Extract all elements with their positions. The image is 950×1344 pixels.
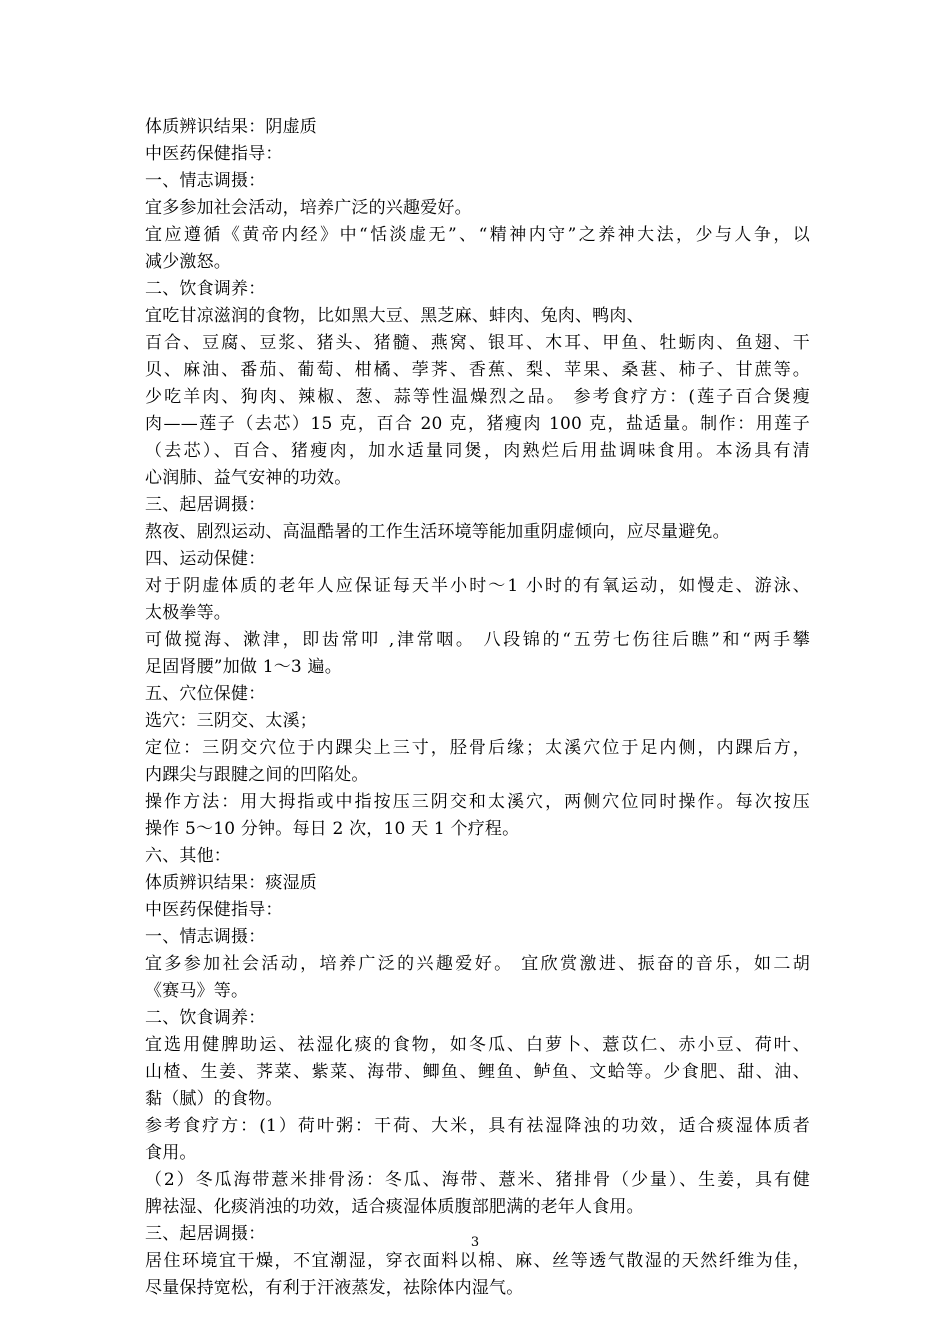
text-line: 中医药保健指导： <box>145 144 283 164</box>
page-number: 3 <box>470 1235 480 1250</box>
text-line: 中医药保健指导： <box>145 900 283 920</box>
text-line: 宜选用健脾助运、祛湿化痰的食物，如冬瓜、白萝卜、薏苡仁、赤小豆、荷叶、 <box>145 1035 810 1055</box>
text-line: 居住环境宜干燥，不宜潮湿，穿衣面料以棉、麻、丝等透气散湿的天然纤维为佳， <box>145 1251 810 1271</box>
text-line: 体质辨识结果：阴虚质 <box>145 117 317 137</box>
text-line: 三、起居调摄： <box>145 1224 266 1244</box>
text-line: 宜多参加社会活动，培养广泛的兴趣爱好。 宜欣赏激进、振奋的音乐，如二胡 <box>145 954 810 974</box>
text-line: 肉——莲子（去芯）15 克，百合 20 克，猪瘦肉 100 克，盐适量。制作：用莲子 <box>145 414 810 434</box>
text-line: 宜应遵循《黄帝内经》中“恬淡虚无”、“精神内守”之养神大法，少与人争，以 <box>145 225 810 245</box>
text-line: 一、情志调摄： <box>145 927 266 947</box>
text-line: 黏（腻）的食物。 <box>145 1089 283 1109</box>
text-line: 尽量保持宽松，有利于汗液蒸发，祛除体内湿气。 <box>145 1278 524 1298</box>
text-line: 六、其他： <box>145 846 231 866</box>
text-line: 熬夜、剧烈运动、高温酷暑的工作生活环境等能加重阴虚倾向，应尽量避免。 <box>145 522 730 542</box>
text-line: 足固肾腰”加做 1～3 遍。 <box>145 657 342 677</box>
text-line: 体质辨识结果：痰湿质 <box>145 873 317 893</box>
text-line: 《赛马》等。 <box>145 981 249 1001</box>
text-line: 参考食疗方：(1）荷叶粥：干荷、大米，具有祛湿降浊的功效，适合痰湿体质者 <box>145 1116 810 1136</box>
text-line: （2）冬瓜海带薏米排骨汤：冬瓜、海带、薏米、猪排骨（少量）、生姜，具有健 <box>145 1170 810 1190</box>
text-line: 山楂、生姜、荠菜、紫菜、海带、鲫鱼、鲤鱼、鲈鱼、文蛤等。少食肥、甜、油、 <box>145 1062 810 1082</box>
text-line: 心润肺、益气安神的功效。 <box>145 468 352 488</box>
text-line: 宜多参加社会活动，培养广泛的兴趣爱好。 <box>145 198 472 218</box>
text-line: 定位：三阴交穴位于内踝尖上三寸，胫骨后缘；太溪穴位于足内侧，内踝后方， <box>145 738 810 758</box>
document-body <box>145 114 810 1302</box>
text-line: 二、饮食调养： <box>145 279 266 299</box>
text-line: 可做搅海、漱津，即齿常叩 ,津常咽。 八段锦的“五劳七伤往后瞧”和“两手攀 <box>145 630 810 650</box>
text-line: （去芯）、百合、猪瘦肉，加水适量同煲，肉熟烂后用盐调味食用。本汤具有清 <box>145 441 810 461</box>
text-line: 一、情志调摄： <box>145 171 266 191</box>
text-line: 对于阴虚体质的老年人应保证每天半小时～1 小时的有氧运动，如慢走、游泳、 <box>145 576 810 596</box>
text-line: 操作方法：用大拇指或中指按压三阴交和太溪穴，两侧穴位同时操作。每次按压 <box>145 792 810 812</box>
text-line: 二、饮食调养： <box>145 1008 266 1028</box>
text-line: 贝、麻油、番茄、葡萄、柑橘、荸荠、香蕉、梨、苹果、桑葚、柿子、甘蔗等。 <box>145 360 810 380</box>
text-line: 选穴：三阴交、太溪； <box>145 711 317 731</box>
text-line: 太极拳等。 <box>145 603 231 623</box>
text-line: 百合、豆腐、豆浆、猪头、猪髓、燕窝、银耳、木耳、甲鱼、牡蛎肉、鱼翅、干 <box>145 333 810 353</box>
text-line: 三、起居调摄： <box>145 495 266 515</box>
text-line: 内踝尖与跟腱之间的凹陷处。 <box>145 765 369 785</box>
text-line: 少吃羊肉、狗肉、辣椒、葱、蒜等性温燥烈之品。 参考食疗方：(莲子百合煲瘦 <box>145 387 810 407</box>
text-line: 食用。 <box>145 1143 197 1163</box>
text-line: 减少激怒。 <box>145 252 231 272</box>
text-line: 五、穴位保健： <box>145 684 266 704</box>
text-line: 脾祛湿、化痰消浊的功效，适合痰湿体质腹部肥满的老年人食用。 <box>145 1197 644 1217</box>
text-line: 四、运动保健： <box>145 549 266 569</box>
text-line: 宜吃甘凉滋润的食物，比如黑大豆、黑芝麻、蚌肉、兔肉、鸭肉、 <box>145 306 644 326</box>
text-line: 操作 5～10 分钟。每日 2 次，10 天 1 个疗程。 <box>145 819 520 839</box>
